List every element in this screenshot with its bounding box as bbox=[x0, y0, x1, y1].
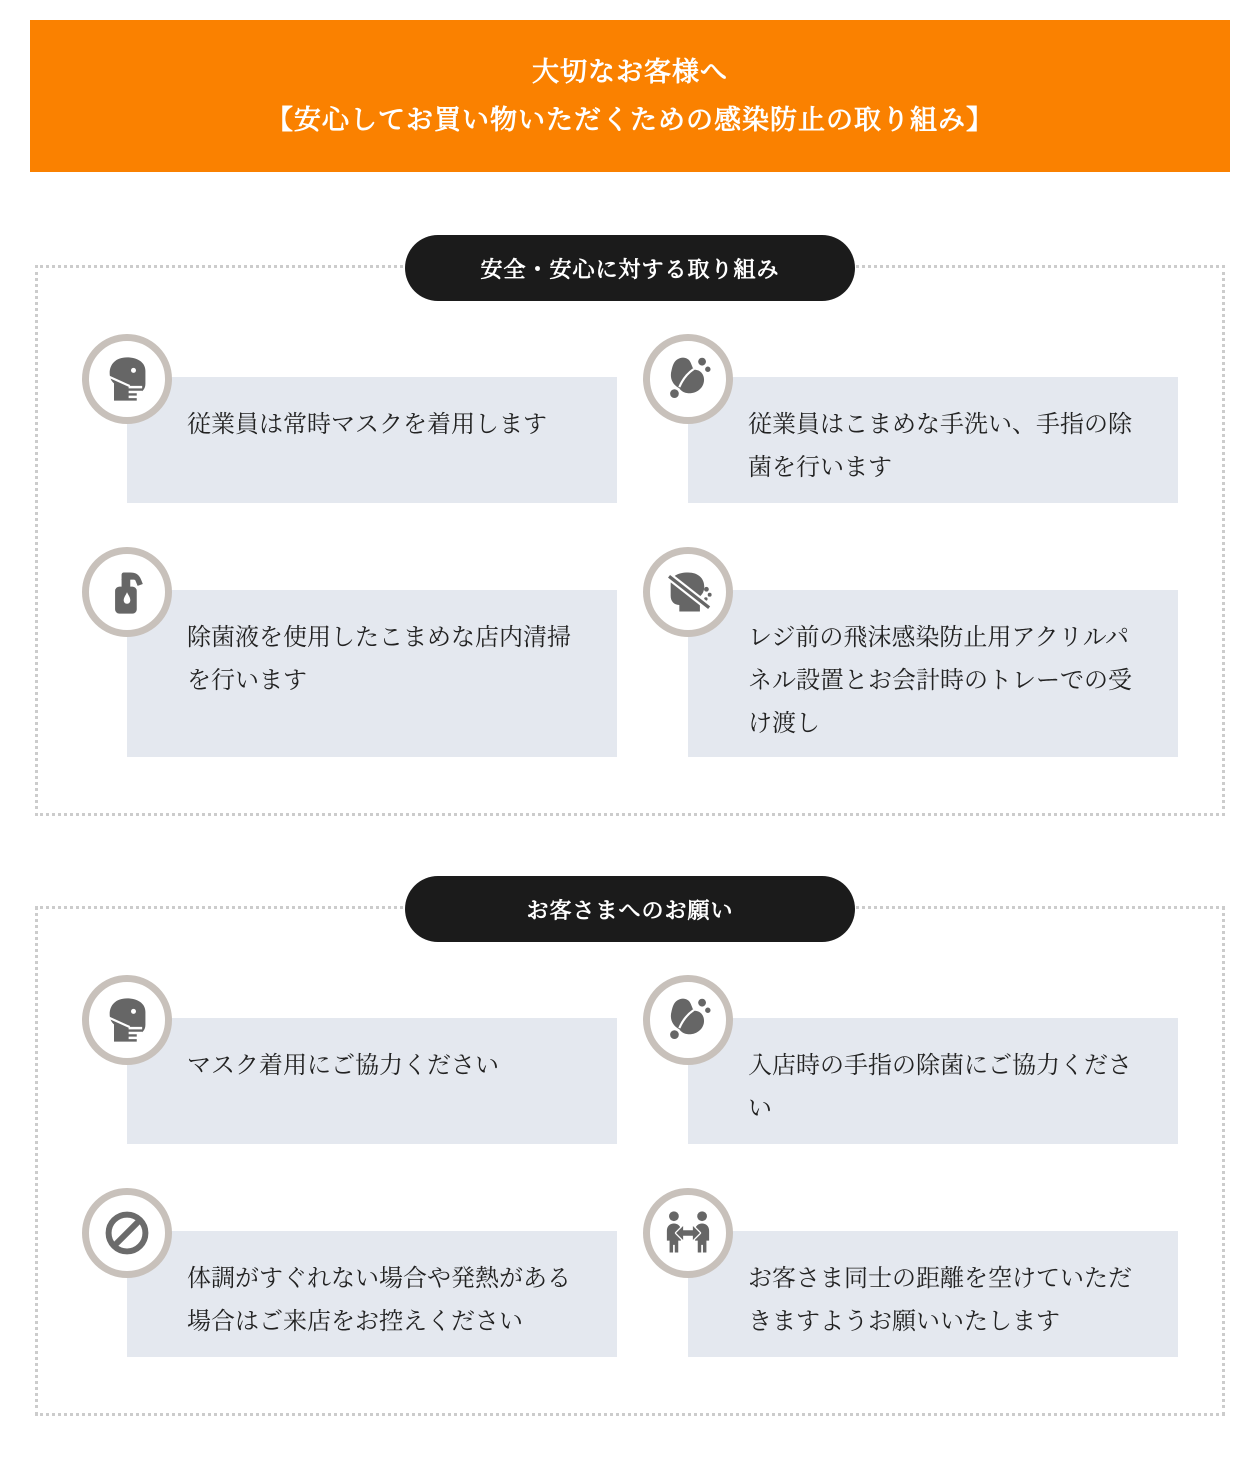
item-text: 除菌液を使用したこまめな店内清掃を行います bbox=[187, 624, 571, 694]
list-item bbox=[643, 334, 1178, 503]
list-item bbox=[82, 975, 617, 1144]
section-customer-requests bbox=[35, 897, 1225, 1416]
section-heading-pill: 安全・安心に対する取り組み bbox=[405, 235, 855, 301]
item-card bbox=[127, 377, 617, 503]
item-card bbox=[688, 590, 1178, 757]
social-distance-icon bbox=[643, 1188, 733, 1278]
list-item bbox=[643, 1188, 1178, 1357]
sanitizer-bottle-icon bbox=[82, 547, 172, 637]
section-safety-measures bbox=[35, 256, 1225, 816]
list-item bbox=[82, 1188, 617, 1357]
no-entry-icon bbox=[82, 1188, 172, 1278]
list-item bbox=[643, 975, 1178, 1144]
item-card bbox=[688, 377, 1178, 503]
item-text: 体調がすぐれない場合や発熱がある場合はご来店をお控えください bbox=[187, 1265, 571, 1335]
item-text: 従業員はこまめな手洗い、手指の除菌を行います bbox=[748, 411, 1132, 481]
list-item bbox=[82, 334, 617, 503]
safety-items-grid bbox=[82, 334, 1178, 757]
section-heading-pill: お客さまへのお願い bbox=[405, 876, 855, 942]
banner-subtitle: 【安心してお買い物いただくための感染防止の取り組み】 bbox=[266, 105, 994, 135]
item-card bbox=[127, 1231, 617, 1357]
request-items-grid bbox=[82, 975, 1178, 1357]
item-text: 入店時の手指の除菌にご協力ください bbox=[748, 1052, 1132, 1122]
list-item bbox=[643, 547, 1178, 757]
list-item bbox=[82, 547, 617, 757]
banner-title: 大切なお客様へ bbox=[532, 56, 728, 87]
item-text: 従業員は常時マスクを着用します bbox=[187, 411, 547, 438]
item-card bbox=[688, 1231, 1178, 1357]
hand-wash-icon bbox=[643, 975, 733, 1065]
mask-face-icon bbox=[82, 334, 172, 424]
item-card bbox=[127, 1018, 617, 1144]
notice-banner bbox=[30, 20, 1230, 172]
item-card bbox=[688, 1018, 1178, 1144]
droplet-block-icon bbox=[643, 547, 733, 637]
item-card bbox=[127, 590, 617, 757]
hand-wash-icon bbox=[643, 334, 733, 424]
item-text: お客さま同士の距離を空けていただきますようお願いいたします bbox=[748, 1265, 1132, 1335]
item-text: レジ前の飛沫感染防止用アクリルパネル設置とお会計時のトレーでの受け渡し bbox=[748, 624, 1132, 737]
mask-face-icon bbox=[82, 975, 172, 1065]
item-text: マスク着用にご協力ください bbox=[187, 1052, 499, 1079]
